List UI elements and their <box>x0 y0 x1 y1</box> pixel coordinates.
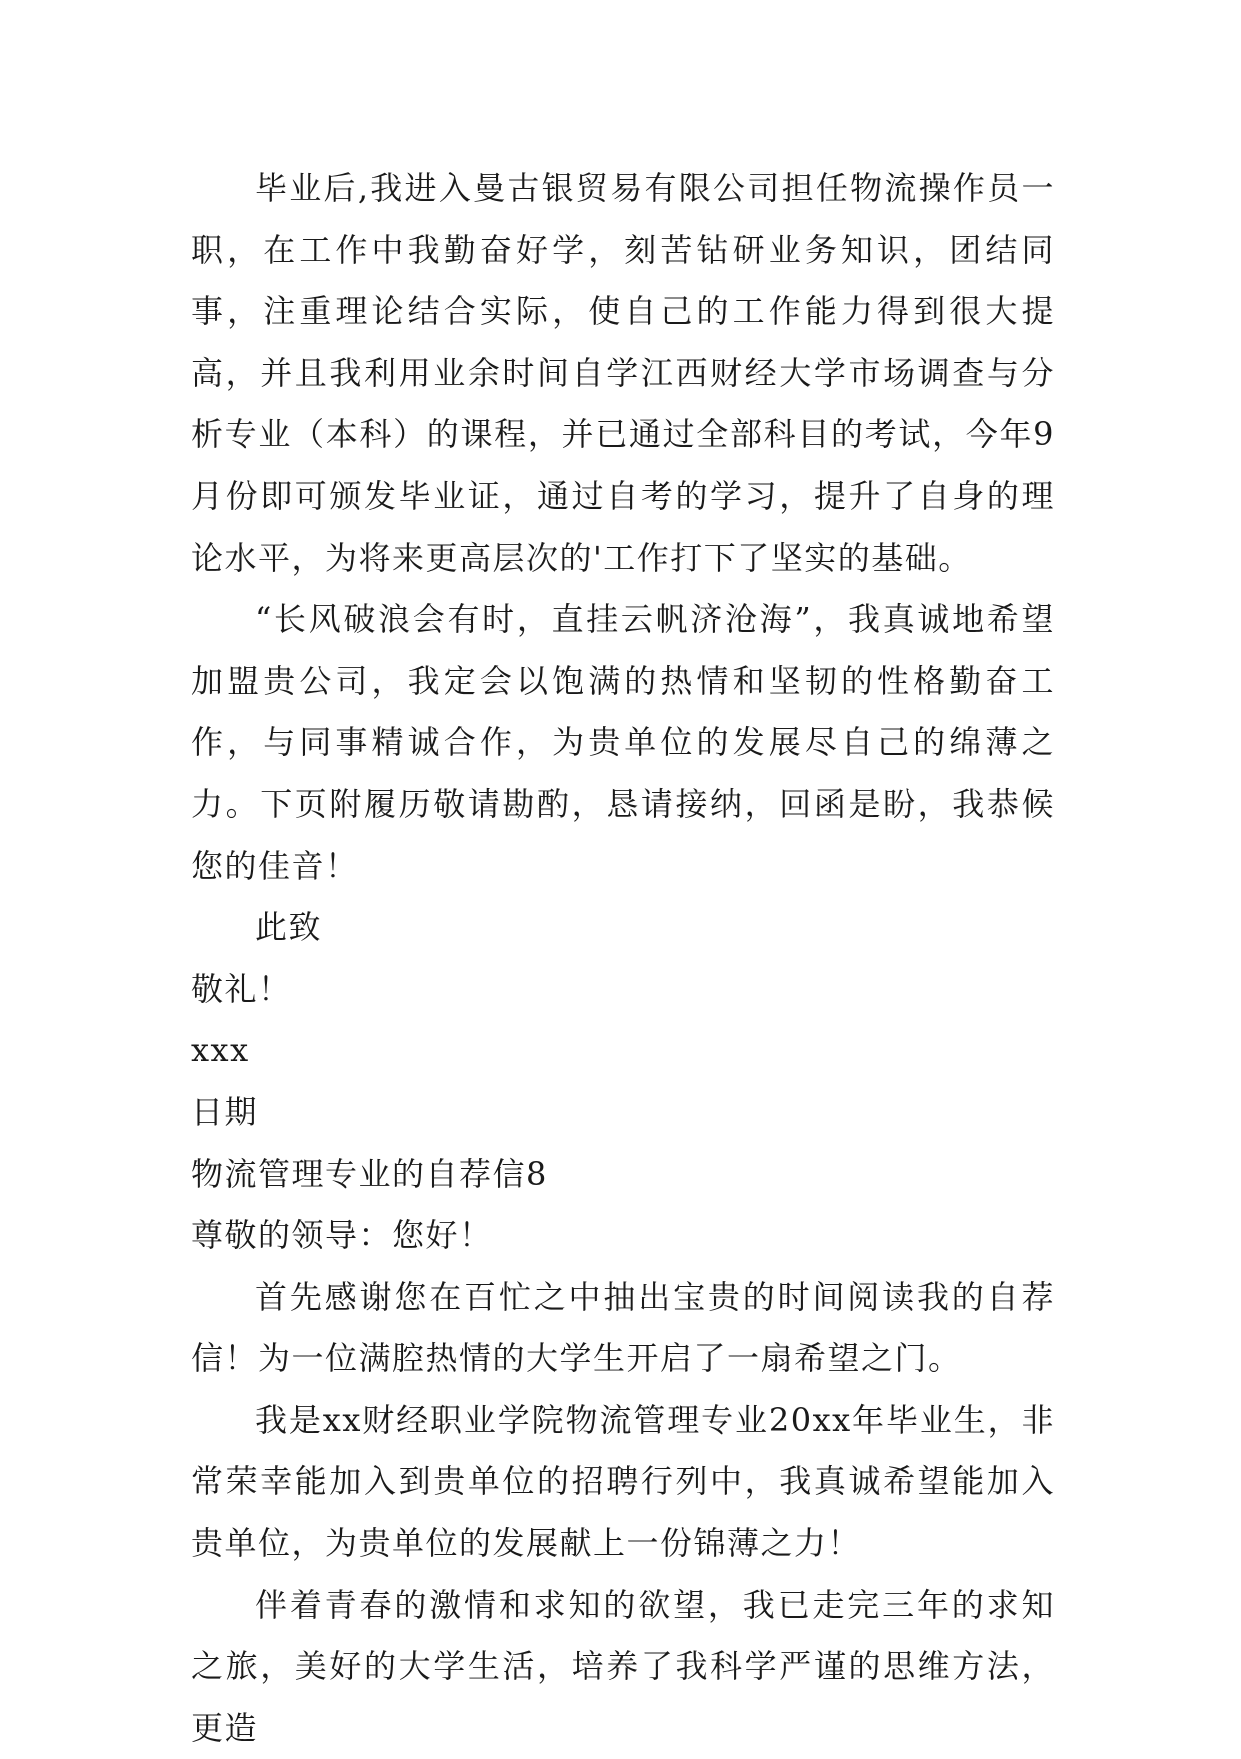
paragraph-aspiration: “长风破浪会有时，直挂云帆济沧海”，我真诚地希望加盟贵公司，我定会以饱满的热情和坚韧的性格勤奋工作，与同事精诚合作，为贵单位的发展尽自己的绵薄之力。下页附履历敬请勘酌，恳请接纳，回函是盼，我恭候您的佳音！ <box>191 600 1055 885</box>
paragraph-thanks: 首先感谢您在百忙之中抽出宝贵的时间阅读我的自荐信！为一位满腔热情的大学生开启了一扇希望之门。 <box>191 1277 1055 1378</box>
next-letter-title: 物流管理专业的自荐信8 <box>191 1154 548 1193</box>
closing-line: 此致 <box>255 908 323 947</box>
paragraph-work-experience: 毕业后,我进入曼古银贸易有限公司担任物流操作员一职，在工作中我勤奋好学，刻苦钻研业务知识，团结同事，注重理论结合实际，使自己的工作能力得到很大提高，并且我利用业余时间自学江西财经大学市场调查与分析专业（本科）的课程，并已通过全部科目的考试，今年9月份即可颁发毕业证，通过自考的学习，提升了自身的理论水平，为将来更高层次的'工作打下了坚实的基础。 <box>191 169 1055 577</box>
paragraph-introduction: 我是xx财经职业学院物流管理专业20xx年毕业生，非常荣幸能加入到贵单位的招聘行列中，我真诚希望能加入贵单位，为贵单位的发展献上一份锦薄之力！ <box>191 1400 1055 1563</box>
greeting-line: 尊敬的领导：您好！ <box>191 1216 493 1255</box>
salute-line: 敬礼！ <box>191 969 292 1008</box>
signature-line: xxx <box>191 1031 250 1070</box>
date-line: 日期 <box>191 1092 259 1131</box>
paragraph-university-life: 伴着青春的激情和求知的欲望，我已走完三年的求知之旅，美好的大学生活，培养了我科学严谨的思维方法，更造 <box>191 1585 1055 1747</box>
document-body <box>191 158 1055 1759</box>
